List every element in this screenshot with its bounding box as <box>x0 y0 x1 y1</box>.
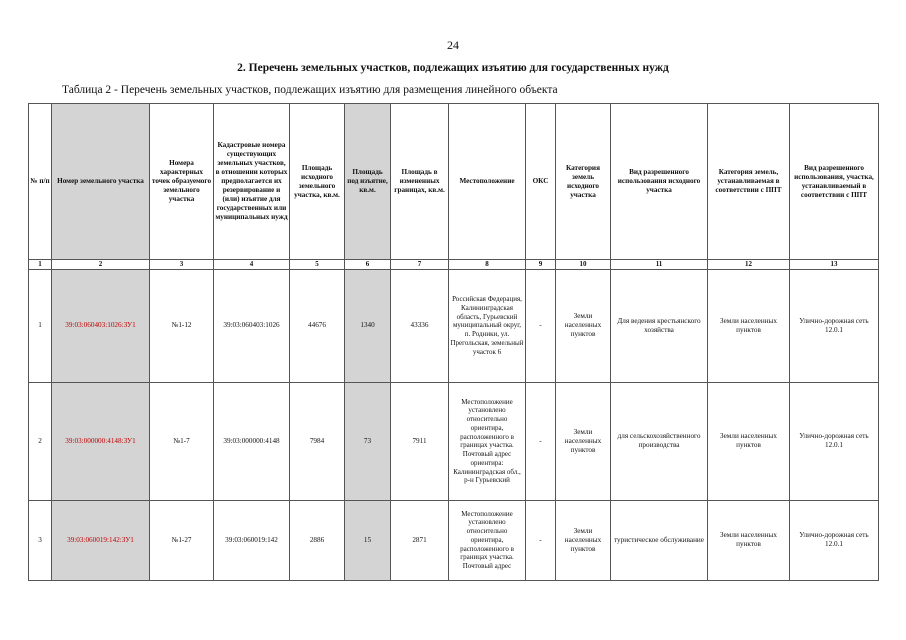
header-cell: Площадь под изъятие, кв.м. <box>345 104 391 260</box>
area-new: 2871 <box>391 500 449 580</box>
points-range: №1-12 <box>150 269 214 382</box>
column-number: 7 <box>391 260 449 270</box>
header-row <box>29 104 879 260</box>
header-cell: Площадь исходного земельного участка, кв.м. <box>290 104 345 260</box>
cadastral-number: 39:03:000000:4148 <box>214 382 290 500</box>
points-range: №1-27 <box>150 500 214 580</box>
column-number: 11 <box>611 260 708 270</box>
row-number: 1 <box>29 269 52 382</box>
column-number: 10 <box>556 260 611 270</box>
use-source: для сельскохозяйственного производства <box>611 382 708 500</box>
row-number: 2 <box>29 382 52 500</box>
table-row <box>29 382 879 500</box>
column-number: 3 <box>150 260 214 270</box>
use-source: туристическое обслуживание <box>611 500 708 580</box>
header-cell: Кадастровые номера существующих земельных участков, в отношении которых предполагается их резервирование и (или) изъятие для государственных или муниципальных нужд <box>214 104 290 260</box>
column-number: 4 <box>214 260 290 270</box>
column-number: 2 <box>52 260 150 270</box>
oks: - <box>526 269 556 382</box>
row-number: 3 <box>29 500 52 580</box>
area-taken: 73 <box>345 382 391 500</box>
category-ppt: Земли населенных пунктов <box>708 269 790 382</box>
column-number: 8 <box>449 260 526 270</box>
column-number: 13 <box>790 260 879 270</box>
use-source: Для ведения крестьянского хозяйства <box>611 269 708 382</box>
points-range: №1-7 <box>150 382 214 500</box>
use-ppt: Улично-дорожная сеть 12.0.1 <box>790 269 879 382</box>
header-cell: Категория земель исходного участка <box>556 104 611 260</box>
header-cell: ОКС <box>526 104 556 260</box>
area-source: 7984 <box>290 382 345 500</box>
header-cell: Площадь в измененных границах, кв.м. <box>391 104 449 260</box>
page-number: 24 <box>447 38 459 52</box>
column-number: 12 <box>708 260 790 270</box>
land-plots-table <box>28 103 879 581</box>
section-title: 2. Перечень земельных участков, подлежащих изъятию для государственных нужд <box>237 62 669 74</box>
area-new: 7911 <box>391 382 449 500</box>
category-source: Земли населенных пунктов <box>556 382 611 500</box>
oks: - <box>526 382 556 500</box>
area-taken: 15 <box>345 500 391 580</box>
oks: - <box>526 500 556 580</box>
column-number: 1 <box>29 260 52 270</box>
column-number-row <box>29 260 879 270</box>
use-ppt: Улично-дорожная сеть 12.0.1 <box>790 382 879 500</box>
cadastral-number: 39:03:060403:1026 <box>214 269 290 382</box>
header-cell: Номера характерных точек образуемого земельного участка <box>150 104 214 260</box>
header-cell: Вид разрешенного использования, участка, устанавливаемый в соответствии с ППТ <box>790 104 879 260</box>
use-ppt: Улично-дорожная сеть 12.0.1 <box>790 500 879 580</box>
area-new: 43336 <box>391 269 449 382</box>
area-source: 44676 <box>290 269 345 382</box>
column-number: 9 <box>526 260 556 270</box>
table-row <box>29 269 879 382</box>
location: Местоположение установлено относительно ориентира, расположенного в границах участка. Почтовый адрес ориентира: Калининградская обл., р-н Гурьевский <box>449 382 526 500</box>
header-cell: № п/п <box>29 104 52 260</box>
header-cell: Вид разрешенного использования исходного участка <box>611 104 708 260</box>
header-cell: Местоположение <box>449 104 526 260</box>
category-ppt: Земли населенных пунктов <box>708 382 790 500</box>
category-source: Земли населенных пунктов <box>556 500 611 580</box>
category-source: Земли населенных пунктов <box>556 269 611 382</box>
location-text: Местоположение установлено относительно ориентира, расположенного в границах участка. Почтовый адрес <box>460 509 514 571</box>
plot-number: 39:03:060403:1026:ЗУ1 <box>52 269 150 382</box>
area-source: 2886 <box>290 500 345 580</box>
header-cell: Категория земель, устанавливаемая в соответствии с ППТ <box>708 104 790 260</box>
header-cell: Номер земельного участка <box>52 104 150 260</box>
location: Российская Федерация, Калининградская область, Гурьевский муниципальный округ, п. Родники, ул. Прегольская, земельный участок 6 <box>449 269 526 382</box>
table-row <box>29 500 879 580</box>
table-caption: Таблица 2 - Перечень земельных участков, подлежащих изъятию для размещения линейного объекта <box>62 84 558 96</box>
plot-number: 39:03:060019:142:ЗУ1 <box>52 500 150 580</box>
column-number: 6 <box>345 260 391 270</box>
cadastral-number: 39:03:060019:142 <box>214 500 290 580</box>
area-taken: 1340 <box>345 269 391 382</box>
column-number: 5 <box>290 260 345 270</box>
category-ppt: Земли населенных пунктов <box>708 500 790 580</box>
plot-number: 39:03:000000:4148:ЗУ1 <box>52 382 150 500</box>
location <box>449 500 526 580</box>
